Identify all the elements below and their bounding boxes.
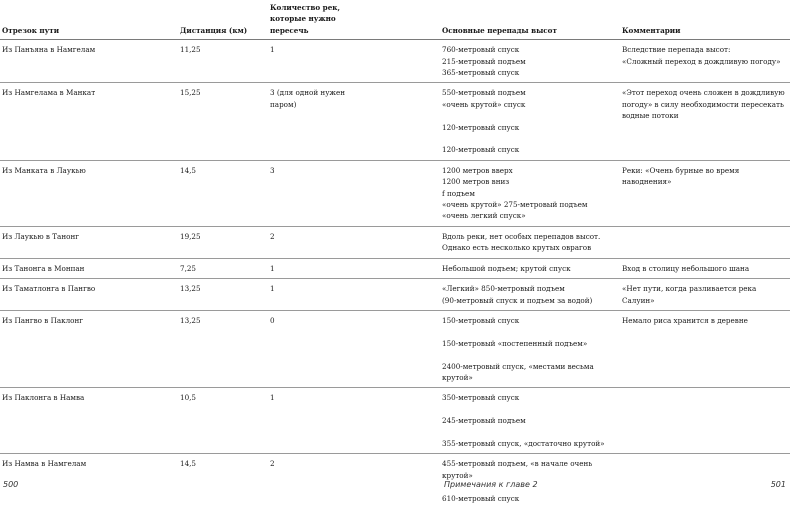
cell-comments — [620, 388, 790, 454]
cell-line: 1200 метров вверх — [442, 165, 513, 175]
cell-line: 350-метровый спуск — [442, 393, 520, 403]
cell-segment: Из Танонга в Монпан — [0, 258, 178, 278]
cell-comments — [620, 83, 790, 160]
cell-line: «Легкий» 850-метровый подъем — [442, 284, 565, 294]
cell-elevation — [440, 310, 620, 387]
header-line: Дистанция (км) — [180, 25, 248, 35]
cell-line: 245-метровый подъем — [442, 416, 526, 426]
cell-line: «Сложный переход в дождливую погоду» — [622, 56, 781, 66]
cell-line: 150-метровый спуск — [442, 315, 520, 325]
header-distance — [178, 0, 268, 40]
page-number-right: 501 — [770, 480, 786, 489]
blank-line — [442, 349, 618, 360]
blank-line — [442, 110, 618, 121]
table-row — [0, 388, 790, 454]
header-segment — [0, 0, 178, 40]
table-row — [0, 160, 790, 226]
cell-line: Небольшой подъем; крутой спуск — [442, 263, 571, 273]
cell-segment: Из Намгелама в Манкат — [0, 83, 178, 160]
table-header — [0, 0, 790, 40]
cell-distance: 14,5 — [180, 459, 197, 469]
cell-line: 215-метровый подъем — [442, 56, 526, 66]
cell-line: 610-метровый спуск — [442, 493, 520, 503]
cell-elevation — [440, 279, 620, 311]
cell-elevation — [440, 40, 620, 83]
header-line: Количество рек, — [270, 3, 340, 12]
cell-line: 120-метровый спуск — [442, 122, 520, 132]
cell-distance: 19,25 — [178, 226, 268, 258]
cell-line: 150-метровый «постепенный подъем» — [442, 338, 588, 348]
cell-line: 1 — [270, 284, 275, 294]
cell-elevation — [440, 226, 620, 258]
cell-line: 0 — [270, 315, 275, 325]
cell-line: «Нет пути, когда разливается река Салуин» — [622, 284, 757, 305]
table-row — [0, 226, 790, 258]
cell-rivers — [268, 40, 440, 83]
header-elevation — [440, 0, 620, 40]
cell-segment: Из Лаукью в Танонг — [0, 226, 178, 258]
cell-distance: 11,25 — [178, 40, 268, 83]
cell-rivers — [268, 388, 440, 454]
cell-line: 760-метровый спуск — [442, 45, 520, 55]
table-row — [0, 310, 790, 387]
cell-distance: 14,5 — [178, 160, 268, 226]
cell-line: «очень легкий спуск» — [442, 211, 526, 221]
cell-line: Немало риса хранится в деревне — [622, 315, 748, 325]
header-comments — [620, 0, 790, 40]
cell-line: 120-метровый спуск — [442, 145, 520, 155]
page-number-left: 500 — [3, 480, 19, 489]
cell-segment: Из Паклонга в Намва — [0, 388, 178, 454]
cell-line: 2400-метровый спуск, «местами весьма крутой» — [442, 361, 594, 382]
cell-line: 1 — [270, 263, 275, 273]
cell-line: погоду» в силу необходимости пересекать — [622, 99, 784, 109]
cell-line: 3 (для одной нужен — [270, 88, 346, 98]
cell-elevation — [440, 388, 620, 454]
cell-segment: Из Панъяна в Намгелам — [0, 40, 178, 83]
cell-elevation — [440, 83, 620, 160]
cell-rivers — [268, 279, 440, 311]
cell-segment: Из Манката в Лаукью — [0, 160, 178, 226]
cell-elevation — [440, 160, 620, 226]
header-rivers — [268, 0, 440, 40]
table-body — [0, 40, 790, 508]
cell-line: 365-метровый спуск — [442, 68, 520, 78]
cell-elevation — [440, 258, 620, 278]
table-row — [0, 40, 790, 83]
running-title: Примечания к главе 2 — [444, 480, 538, 489]
cell-line: 1 — [270, 45, 275, 55]
cell-line: «очень крутой» спуск — [442, 99, 526, 109]
cell-rivers — [268, 226, 440, 258]
cell-line: 2 — [270, 459, 275, 469]
cell-line: Вдоль реки, нет особых перепадов высот. — [442, 231, 601, 241]
cell-comments — [620, 226, 790, 258]
header-row — [0, 0, 790, 40]
cell-line: 355-метровый спуск, «достаточно крутой» — [442, 438, 605, 448]
blank-line — [442, 133, 618, 144]
cell-rivers — [268, 310, 440, 387]
cell-line: «Этот переход очень сложен в дождливую — [622, 88, 785, 98]
header-line: Комментарии — [622, 25, 681, 35]
blank-line — [442, 427, 618, 438]
cell-distance: 10,5 — [178, 388, 268, 454]
cell-line: 1 — [270, 393, 275, 403]
page-footer — [0, 480, 790, 494]
cell-line: 455-метровый подъем, «в начале очень крутой» — [442, 459, 593, 480]
header-line: Основные перепады высот — [442, 25, 557, 35]
blank-line — [442, 404, 618, 415]
header-line: пересечь — [270, 25, 309, 35]
cell-line: 550-метровый подъем — [442, 88, 526, 98]
cell-line: 2 — [270, 231, 275, 241]
cell-comments — [620, 310, 790, 387]
cell-rivers — [268, 83, 440, 160]
cell-segment: Из Намва в Намгелам — [2, 459, 87, 469]
cell-line: Вход в столицу небольшого шана — [622, 263, 750, 273]
cell-rivers — [268, 160, 440, 226]
blank-line — [442, 326, 618, 337]
cell-line: 1200 метров вниз — [442, 177, 510, 187]
cell-comments — [620, 258, 790, 278]
cell-distance: 15,25 — [178, 83, 268, 160]
cell-line: «очень крутой» 275-метровый подъем — [442, 200, 588, 210]
cell-line: Реки: «Очень бурные во время наводнения» — [622, 165, 740, 187]
cell-distance: 7,25 — [178, 258, 268, 278]
table-row — [0, 279, 790, 311]
cell-line: Однако есть несколько крутых оврагов — [442, 243, 592, 253]
cell-comments — [620, 160, 790, 226]
cell-distance: 13,25 — [178, 279, 268, 311]
cell-comments — [620, 40, 790, 83]
cell-line: 3 — [270, 165, 275, 175]
header-line: которые нужно — [270, 14, 336, 24]
cell-comments — [620, 279, 790, 311]
cell-line: (90-метровый спуск и подъем за водой) — [442, 295, 593, 305]
table-row — [0, 83, 790, 160]
cell-line: f подъем — [442, 188, 475, 198]
table-row — [0, 258, 790, 278]
cell-line: паром) — [270, 99, 297, 109]
cell-segment: Из Пангво в Паклонг — [0, 310, 178, 387]
cell-segment: Из Таматлонга в Пангво — [0, 279, 178, 311]
header-line: Отрезок пути — [2, 25, 60, 35]
cell-rivers — [268, 258, 440, 278]
cell-line: Вследствие перепада высот: — [622, 45, 731, 55]
cell-line: водные потоки — [622, 111, 679, 121]
cell-distance: 13,25 — [178, 310, 268, 387]
